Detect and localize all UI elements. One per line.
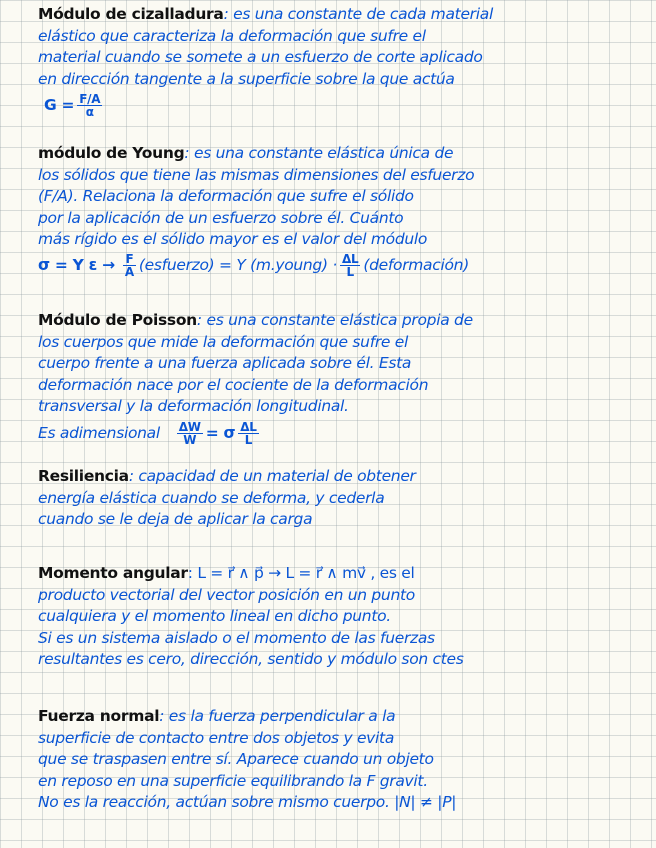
normal-line-1: Fuerza normal: es la fuerza perpendicular a la (38, 707, 396, 725)
resilience-line-2: energía elástica cuando se deforma, y cederla (38, 488, 385, 507)
section-angular-momentum (38, 563, 642, 671)
momentum-line-3: cualquiera y el momento lineal en dicho punto. (38, 607, 391, 625)
young-line-2: los sólidos que tiene las mismas dimensiones del esfuerzo (38, 165, 475, 184)
poisson-line-4: deformación nace por el cociente de la deformación (38, 375, 429, 394)
section-young-modulus (38, 143, 642, 279)
young-line-1: módulo de Young: es una constante elástica única de (38, 144, 454, 162)
shear-line-1: Módulo de cizalladura: es una constante de cada material (38, 5, 493, 23)
normal-line-2: superficie de contacto entre dos objetos y evita (38, 728, 395, 747)
poisson-line-2: los cuerpos que mide la deformación que sufre el (38, 332, 409, 351)
poisson-line-3: cuerpo frente a una fuerza aplicada sobre él. Esta (38, 354, 412, 372)
poisson-line-1: Módulo de Poisson: es una constante elástica propia de (38, 311, 473, 329)
resilience-line-3: cuando se le deja de aplicar la carga (38, 510, 313, 528)
resilience-term: Resiliencia (38, 467, 129, 485)
poisson-formula: Es adimensional $\frac{\Delta W}{W}$ = σ $\frac{\Delta L}{L}$ (38, 419, 257, 447)
momentum-line-1: Momento angular: L = r⃗ ∧ p⃗ → L = r⃗ ∧ mv⃗ , es el (38, 564, 415, 582)
poisson-line-5: transversal y la deformación longitudinal. (38, 397, 349, 415)
shear-fraction: $\frac{F/A}{\alpha}$ (79, 92, 101, 119)
young-line-5: más rígido es el sólido mayor es el valor del módulo (38, 230, 428, 248)
normal-line-5: No es la reacción, actúan sobre mismo cuerpo. |N| ≠ |P| (38, 793, 457, 811)
section-shear-modulus (38, 4, 642, 120)
young-line-4: por la aplicación de un esfuerzo sobre él. Cuánto (38, 208, 404, 227)
momentum-line-4: Si es un sistema aislado o el momento de las fuerzas (38, 628, 435, 647)
young-line-3: (F/A). Relaciona la deformación que sufre el sólido (38, 187, 414, 205)
young-term: módulo de Young (38, 144, 185, 162)
young-formula: σ = Y ε → $\frac{F}{A}$ (esfuerzo) = Y (m.young) · $\frac{\Delta L}{L}$ (deformación) (38, 251, 469, 279)
momentum-term: Momento angular (38, 564, 188, 582)
momentum-line-2: producto vectorial del vector posición en un punto (38, 585, 415, 604)
section-normal-force (38, 706, 642, 814)
poisson-term: Módulo de Poisson (38, 311, 197, 329)
normal-line-4: en reposo en una superficie equilibrando la F gravit. (38, 771, 428, 790)
shear-formula: G = $\frac{F/A}{\alpha}$ (44, 92, 101, 119)
shear-line-2: elástico que caracteriza la deformación que sufre el (38, 26, 426, 45)
section-resilience (38, 466, 642, 531)
shear-line-4: en dirección tangente a la superficie sobre la que actúa (38, 69, 455, 88)
section-poisson-modulus (38, 310, 642, 448)
resilience-line-1: Resiliencia: capacidad de un material de obtener (38, 467, 416, 485)
normal-line-3: que se traspasen entre sí. Aparece cuando un objeto (38, 750, 434, 768)
shear-term: Módulo de cizalladura (38, 5, 224, 23)
normal-term: Fuerza normal (38, 707, 160, 725)
momentum-line-5: resultantes es cero, dirección, sentido y módulo son ctes (38, 650, 464, 668)
shear-line-3: material cuando se somete a un esfuerzo de corte aplicado (38, 48, 483, 66)
